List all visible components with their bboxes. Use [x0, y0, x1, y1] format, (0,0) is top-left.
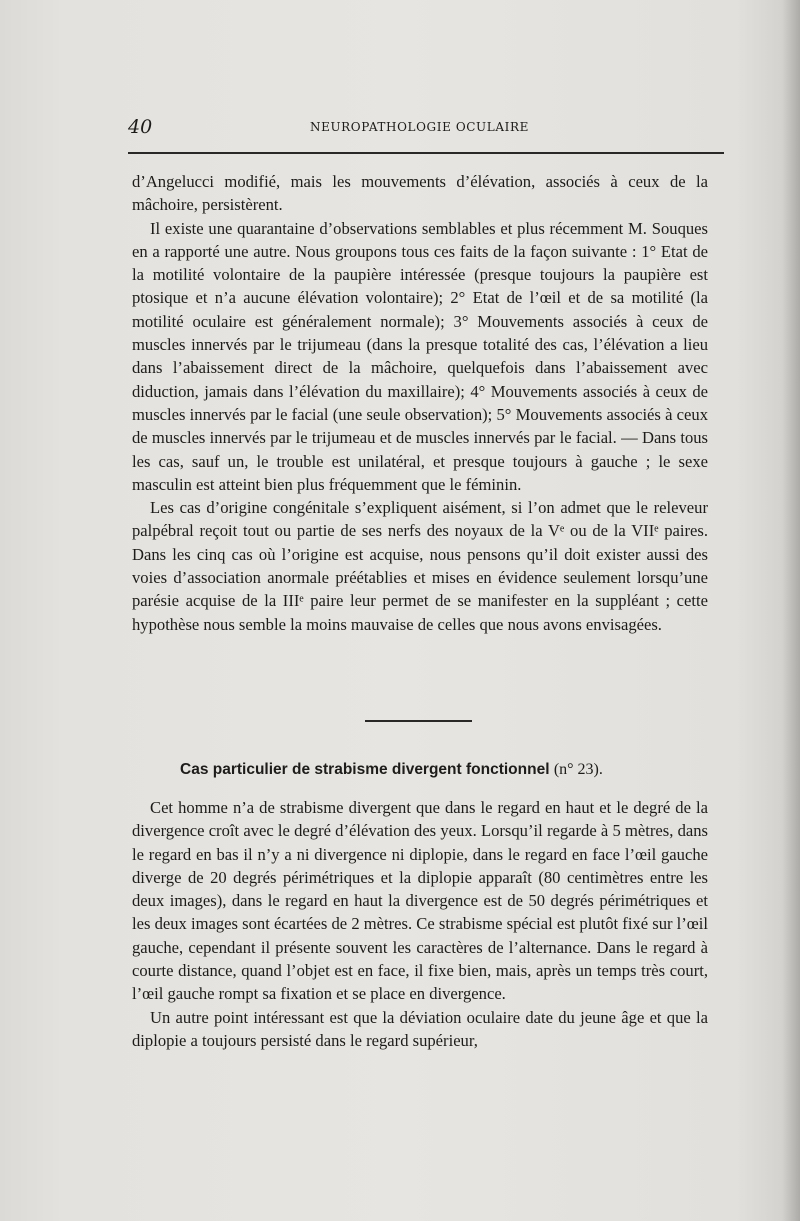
page-number: 40	[128, 116, 153, 138]
page-header	[128, 116, 708, 138]
section-heading-title: Cas particulier de strabisme divergent fonctionnel	[180, 761, 550, 778]
paragraph: Les cas d’origine congénitale s’expliquent aisément, si l’on admet que le releveur palpébral reçoit tout ou partie de ses nerfs des noyaux de la Vᵉ ou de la VIIᵉ paires. Dans les cinq cas où l’origine est acquise, nous pensons qu’il doit exister aussi des voies d’association anormale préétablies et mises en évidence seulement lorsqu’une parésie acquise de la IIIᵉ paire leur permet de se manifester en la suppléant ; cette hypothèse nous semble la moins mauvaise de celles que nous avons envisagées.	[132, 498, 708, 634]
body-text-top	[132, 170, 708, 636]
paragraph: Cet homme n’a de strabisme divergent que dans le regard en haut et le degré de la divergence croît avec le degré d’élévation des yeux. Lorsqu’il regarde à 5 mètres, dans le regard en bas il n’y a ni divergence ni diplopie, dans le regard en face l’œil gauche diverge de 20 degrés périmétriques et la diplopie apparaît (80 centimètres entre les deux images), dans le regard en haut la divergence est de 50 degrés périmétriques et les deux images sont écartées de 2 mètres. Ce strabisme spécial est plutôt fixé sur l’œil gauche, cependant il présente souvent les caractères de l’alternance. Dans le regard à courte distance, quand l’objet est en face, il fixe bien, mais, après un temps très court, l’œil gauche rompt sa fixation et se place en divergence.	[132, 798, 709, 1004]
paragraph: Il existe une quarantaine d’observations semblables et plus récemment M. Souques en a rapporté une autre. Nous groupons tous ces faits de la façon suivante : 1° Etat de la motilité volontaire de la paupière intéressée (presque toujours la paupière est ptosique et n’a aucune élévation volontaire); 2° Etat de l’œil et de sa motilité (la motilité oculaire est généralement normale); 3° Mouvements associés à ceux de muscles innervés par le trijumeau (dans la presque totalité des cas, l’élévation a lieu dans l’abaissement direct de la mâchoire, quelquefois dans l’abaissement avec diduction, jamais dans l’élévation du maxillaire); 4° Mouvements associés à ceux de muscles innervés par le facial (une seule observation); 5° Mouvements associés à ceux de muscles innervés par le trijumeau et de muscles innervés par le facial. — Dans tous les cas, sauf un, le trouble est unilatéral, et presque toujours à gauche ; le sexe masculin est atteint bien plus fréquemment que le féminin.	[132, 218, 708, 494]
header-rule	[128, 152, 724, 154]
section-heading	[180, 761, 700, 779]
running-head: NEUROPATHOLOGIE OCULAIRE	[310, 120, 529, 134]
section-heading-ref: (n° 23).	[553, 761, 603, 778]
paragraph: Un autre point intéressant est que la déviation oculaire date du jeune âge et que la diplopie a toujours persisté dans le regard supérieur,	[132, 1007, 708, 1050]
section-separator	[365, 720, 472, 722]
paragraph: d’Angelucci modifié, mais les mouvements d’élévation, associés à ceux de la mâchoire, persistèrent.	[132, 172, 708, 215]
body-text-bottom	[132, 796, 708, 1052]
page-edge-shadow	[782, 0, 800, 1221]
